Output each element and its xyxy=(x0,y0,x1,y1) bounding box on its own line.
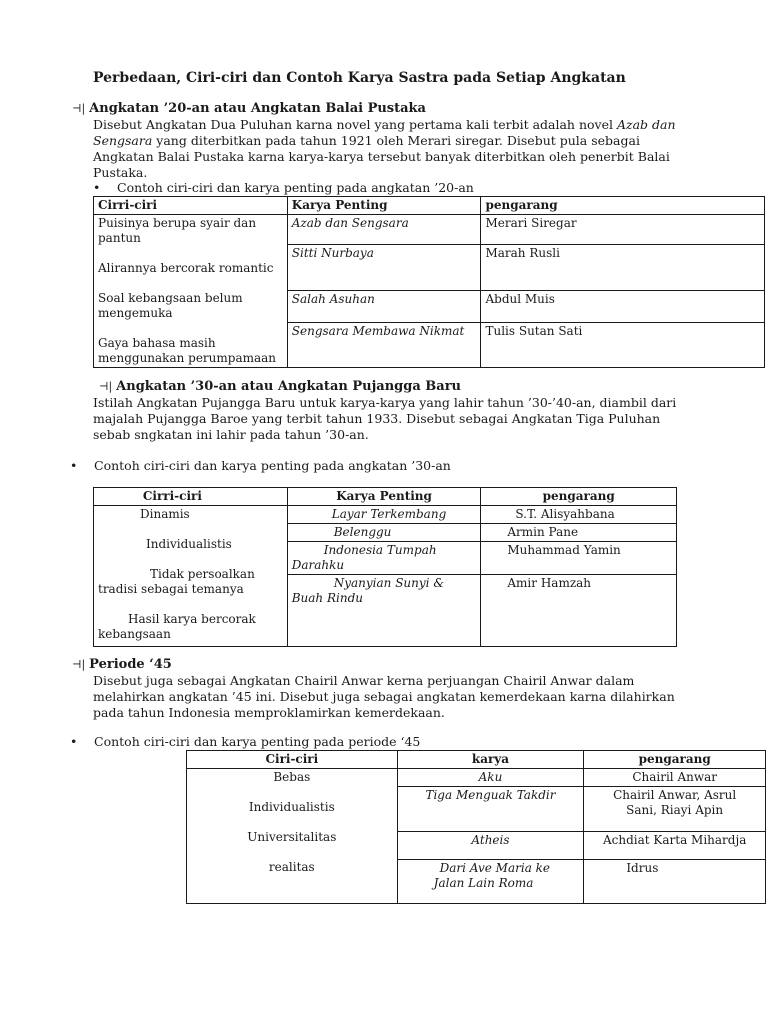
section-paragraph-20an xyxy=(93,117,693,181)
author-cell: Armin Pane xyxy=(481,524,677,542)
heading-text: Angkatan ’20-an atau Angkatan Balai Pustaka xyxy=(89,101,426,116)
para-italic: Sengsara xyxy=(93,133,153,148)
work-text: Indonesia Tumpah xyxy=(323,543,437,557)
trait-text: Alirannya bercorak romantic xyxy=(98,261,274,275)
para-text: Istilah Angkatan Pujangga Baru untuk karya-karya yang lahir tahun ’30-’40-an, diambil dari xyxy=(93,395,677,410)
work-cell: Belenggu xyxy=(287,524,481,542)
table-header: pengarang xyxy=(481,488,677,506)
work-cell: Sengsara Membawa Nikmat xyxy=(287,322,481,367)
table-header: Karya Penting xyxy=(287,488,481,506)
author-cell: Muhammad Yamin xyxy=(481,542,677,575)
work-text: Nyanyian Sunyi & xyxy=(333,576,445,590)
section-heading-20an xyxy=(72,101,426,116)
para-text: yang diterbitkan pada tahun 1921 oleh Merari siregar. Disebut pula sebagai xyxy=(152,133,640,148)
table-30an xyxy=(93,487,677,647)
work-cell: Salah Asuhan xyxy=(287,291,481,322)
work-cell: Azab dan Sengsara xyxy=(287,215,481,245)
author-text: Chairil Anwar, Asrul xyxy=(613,788,737,802)
para-text: Disebut Angkatan Dua Puluhan karna novel yang pertama kali terbit adalah novel xyxy=(93,117,617,132)
table-header: karya xyxy=(397,751,584,769)
work-cell xyxy=(287,575,481,647)
bullet-icon: • xyxy=(70,458,78,473)
bullet-item-45 xyxy=(70,734,420,749)
table-20an xyxy=(93,196,765,368)
table-header: Ciri-ciri xyxy=(187,751,398,769)
trait-text: mengemuka xyxy=(98,306,173,320)
para-text: sebab sngkatan ini lahir pada tahun ’30-an. xyxy=(93,427,369,442)
table-header: Karya Penting xyxy=(287,197,481,215)
table-header: Cirri-ciri xyxy=(94,488,288,506)
work-cell: Layar Terkembang xyxy=(287,506,481,524)
table-header: Cirri-ciri xyxy=(94,197,288,215)
trait-text: Individualistis xyxy=(146,537,232,551)
heading-text: Periode ‘45 xyxy=(89,657,172,672)
bullet-text: Contoh ciri-ciri dan karya penting pada angkatan ’20-an xyxy=(117,180,474,195)
traits-cell xyxy=(94,506,288,647)
trait-text: kebangsaan xyxy=(98,627,171,641)
work-cell: Sitti Nurbaya xyxy=(287,245,481,291)
trait-text: Individualistis xyxy=(248,800,335,814)
traits-cell xyxy=(187,769,398,904)
table-header: pengarang xyxy=(481,197,765,215)
traits-cell xyxy=(94,215,288,368)
bullet-item-30an xyxy=(70,458,451,473)
bullet-item-20an xyxy=(93,180,474,195)
trait-text: Gaya bahasa masih xyxy=(98,336,216,350)
trait-text: Dinamis xyxy=(140,507,190,521)
author-cell: Abdul Muis xyxy=(481,291,765,322)
para-text: Disebut juga sebagai Angkatan Chairil Anwar kerna perjuangan Chairil Anwar dalam xyxy=(93,673,635,688)
section-heading-45 xyxy=(72,657,172,672)
trait-text: realitas xyxy=(268,860,315,874)
author-cell: Tulis Sutan Sati xyxy=(481,322,765,367)
work-cell: Tiga Menguak Takdir xyxy=(397,787,584,832)
heading-marker-icon: ⊣| xyxy=(72,102,86,115)
author-cell xyxy=(584,787,766,832)
heading-marker-icon: ⊣| xyxy=(99,380,113,393)
author-cell: Marah Rusli xyxy=(481,245,765,291)
table-45 xyxy=(186,750,766,904)
work-text: Darahku xyxy=(291,558,345,572)
work-cell xyxy=(287,542,481,575)
para-italic: Azab dan xyxy=(616,117,676,132)
trait-text: Tidak persoalkan xyxy=(150,567,255,581)
trait-text: Universitalitas xyxy=(247,830,337,844)
work-cell: Atheis xyxy=(397,832,584,860)
section-paragraph-45 xyxy=(93,673,713,721)
heading-text: Angkatan ’30-an atau Angkatan Pujangga Baru xyxy=(116,379,461,394)
author-cell: Idrus xyxy=(584,860,766,904)
trait-text: Hasil karya bercorak xyxy=(128,612,256,626)
bullet-icon: • xyxy=(70,734,78,749)
author-cell: Amir Hamzah xyxy=(481,575,677,647)
work-cell: Aku xyxy=(397,769,584,787)
work-cell xyxy=(397,860,584,904)
trait-text: pantun xyxy=(98,231,141,245)
para-text: majalah Pujangga Baroe yang terbit tahun 1933. Disebut sebagai Angkatan Tiga Puluhan xyxy=(93,411,661,426)
para-text: Angkatan Balai Pustaka karna karya-karya tersebut banyak diterbitkan oleh penerbit Balai xyxy=(93,149,670,164)
page-title: Perbedaan, Ciri-ciri dan Contoh Karya Sastra pada Setiap Angkatan xyxy=(93,70,626,86)
para-text: pada tahun Indonesia memproklamirkan kemerdekaan. xyxy=(93,705,445,720)
author-cell: Merari Siregar xyxy=(481,215,765,245)
heading-marker-icon: ⊣| xyxy=(72,658,86,671)
author-cell: S.T. Alisyahbana xyxy=(481,506,677,524)
work-text: Jalan Lain Roma xyxy=(433,876,534,890)
work-text: Buah Rindu xyxy=(291,591,363,605)
trait-text: menggunakan perumpamaan xyxy=(98,351,277,365)
bullet-text: Contoh ciri-ciri dan karya penting pada angkatan ’30-an xyxy=(94,458,451,473)
section-heading-30an xyxy=(99,379,461,394)
author-cell: Chairil Anwar xyxy=(584,769,766,787)
para-text: Pustaka. xyxy=(93,165,148,180)
author-text: Sani, Riayi Apin xyxy=(626,803,724,817)
table-header: pengarang xyxy=(584,751,766,769)
work-text: Dari Ave Maria ke xyxy=(439,861,551,875)
bullet-text: Contoh ciri-ciri dan karya penting pada periode ‘45 xyxy=(94,734,421,749)
section-paragraph-30an xyxy=(93,395,713,443)
trait-text: Puisinya berupa syair dan xyxy=(98,216,257,230)
para-text: melahirkan angkatan ’45 ini. Disebut juga sebagai angkatan kemerdekaan karna dilahirkan xyxy=(93,689,675,704)
trait-text: tradisi sebagai temanya xyxy=(98,582,244,596)
trait-text: Bebas xyxy=(273,770,311,784)
bullet-icon: • xyxy=(93,180,101,195)
trait-text: Soal kebangsaan belum xyxy=(98,291,243,305)
author-cell: Achdiat Karta Mihardja xyxy=(584,832,766,860)
